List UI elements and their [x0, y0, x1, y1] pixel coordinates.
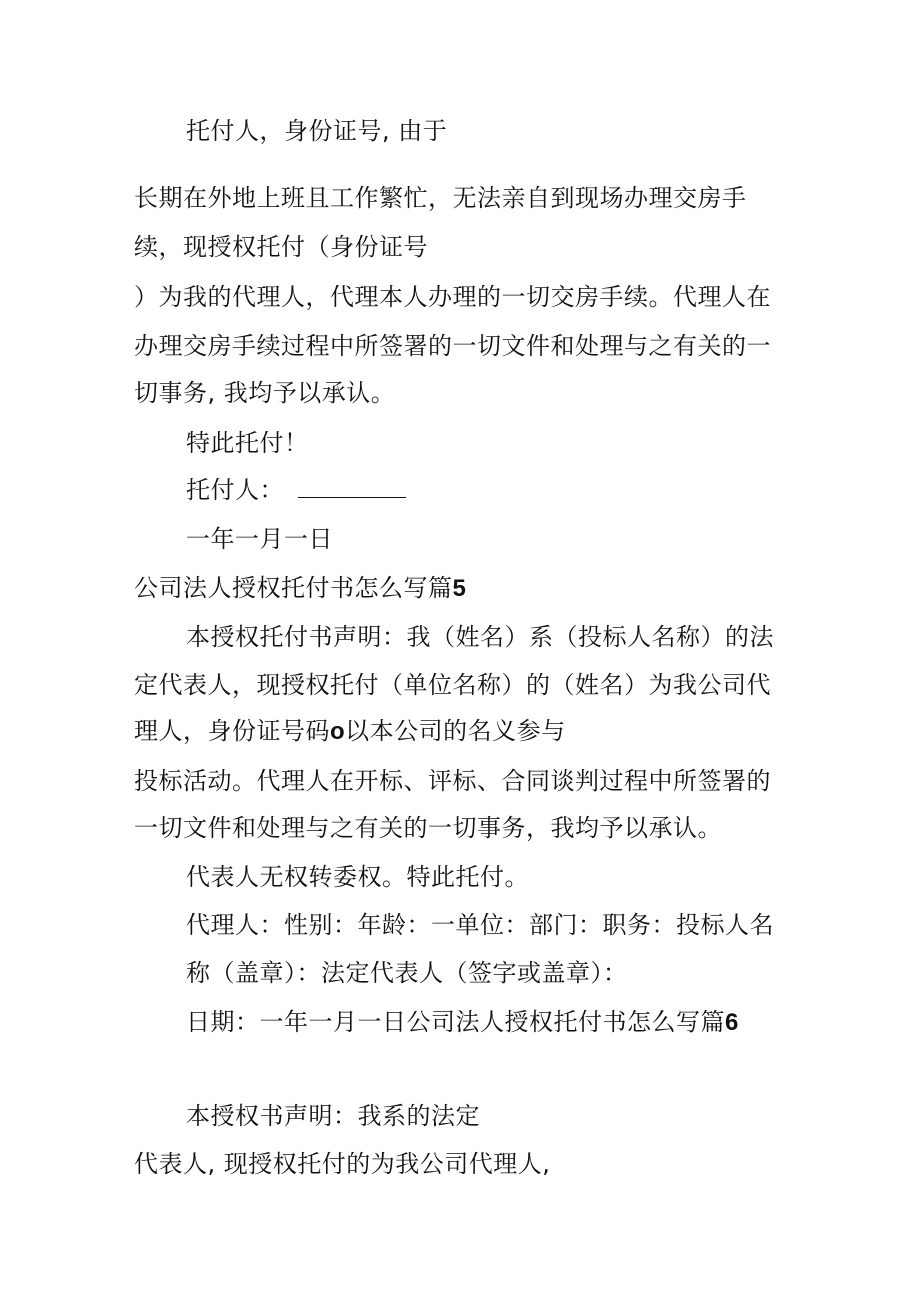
- text-line: 本授权书声明：我系的法定: [186, 1102, 480, 1130]
- text-line: 切事务, 我均予以承认。: [134, 379, 396, 407]
- text-line: 一切文件和处理与之有关的一切事务，我均予以承认。: [134, 814, 722, 842]
- text-line: [134, 716, 566, 747]
- section-heading-5: [134, 573, 466, 604]
- text-line: 代表人无权转委权。特此托付。: [186, 863, 529, 891]
- signature-line: [186, 475, 406, 505]
- text-line: 托付人，身份证号, 由于: [186, 117, 448, 145]
- id-letter: o: [330, 718, 346, 745]
- section-heading-text: 公司法人授权托付书怎么写篇: [134, 574, 453, 602]
- text-line: 办理交房手续过程中所签署的一切文件和处理与之有关的一: [134, 332, 771, 360]
- section-heading-6: [186, 1007, 739, 1038]
- text-line: 定代表人，现授权托付（单位名称）的（姓名）为我公司代: [134, 671, 771, 699]
- signature-label: 托付人：: [186, 476, 284, 504]
- section-number: 6: [725, 1009, 739, 1036]
- text-line: 长期在外地上班且工作繁忙，无法亲自到现场办理交房手: [134, 184, 747, 212]
- text-line: 续，现授权托付（身份证号: [134, 233, 428, 261]
- signature-blank: [298, 475, 406, 498]
- section-number: 5: [452, 575, 467, 602]
- section-heading-text: 日期：一年一月一日公司法人授权托付书怎么写篇: [186, 1008, 725, 1036]
- text-line: 称（盖章）：法定代表人（签字或盖章）：: [186, 959, 628, 987]
- text-fragment: 理人，身份证号码: [134, 717, 330, 745]
- date-line: 一年一月一日: [186, 525, 333, 553]
- text-line: 代表人, 现授权托付的为我公司代理人,: [134, 1150, 551, 1178]
- text-line: 本授权托付书声明：我（姓名）系（投标人名称）的法: [186, 623, 774, 651]
- text-line: 投标活动。代理人在开标、评标、合同谈判过程中所签署的: [134, 767, 771, 795]
- text-fragment: 以本公司的名义参与: [345, 717, 566, 745]
- text-line: ）为我的代理人，代理本人办理的一切交房手续。代理人在: [134, 283, 771, 311]
- text-line: 特此托付！: [186, 429, 309, 457]
- text-line: 代理人：性别：年龄：一单位：部门：职务：投标人名: [186, 911, 774, 939]
